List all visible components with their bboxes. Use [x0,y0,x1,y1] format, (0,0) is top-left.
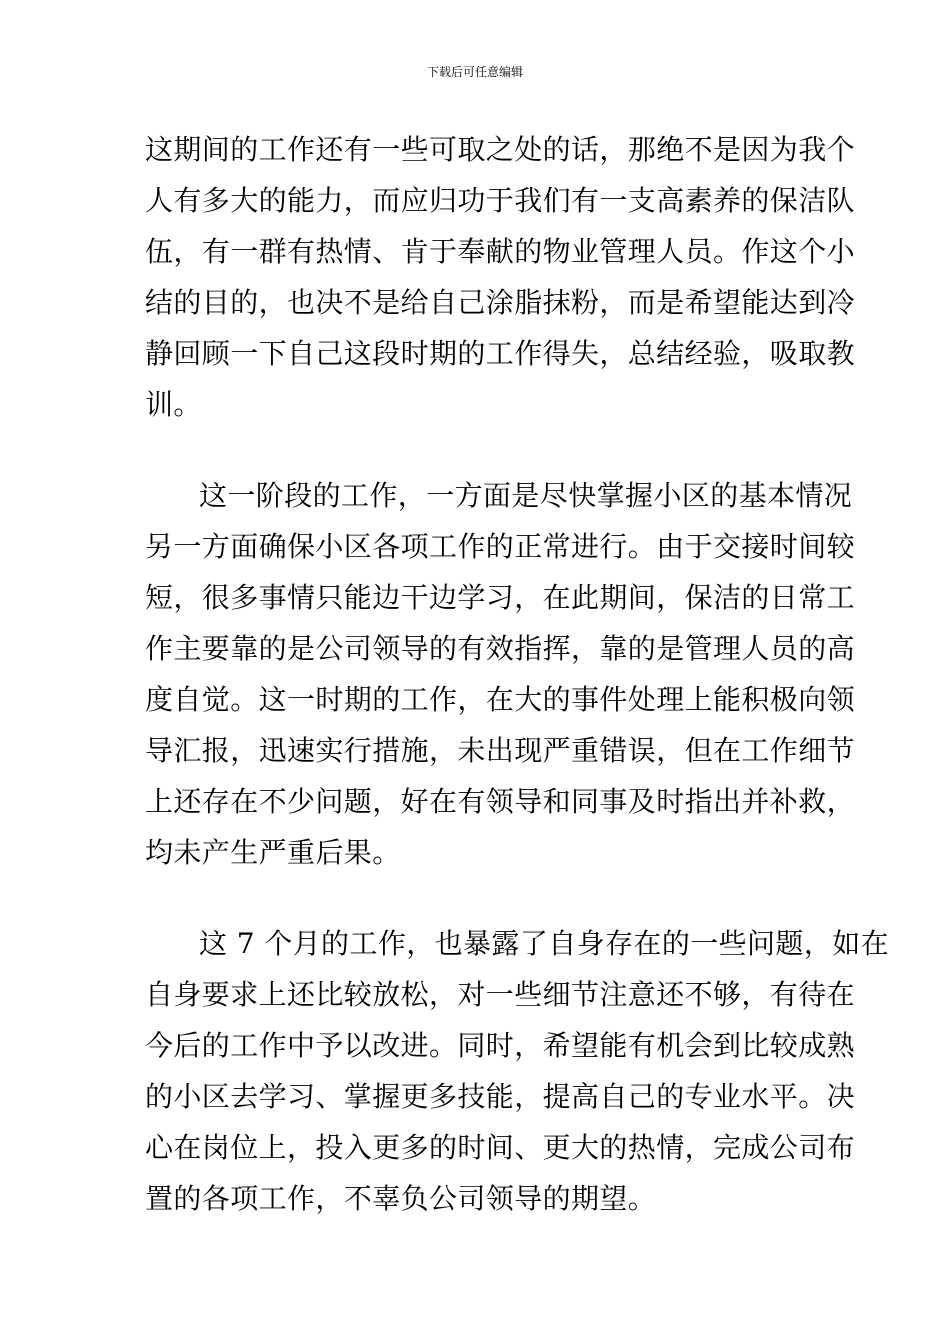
page-header: 下载后可任意编辑 [426,65,523,79]
text-line: 度自觉。这一时期的工作，在大的事件处理上能积极向领 [145,683,856,716]
text-line: 置的各项工作，不辜负公司领导的期望。 [145,1182,657,1215]
text-line: 训。 [145,388,202,421]
text-line: 自身要求上还比较放松，对一些细节注意还不够，有待在 [145,978,856,1011]
text-line: 结的目的，也决不是给自己涂脂抹粉，而是希望能达到冷 [145,286,856,319]
text-line: 短，很多事情只能边干边学习，在此期间，保洁的日常工 [145,581,856,614]
text-line: 的小区去学习、掌握更多技能，提高自己的专业水平。决 [145,1080,856,1113]
text-line: 心在岗位上，投入更多的时间、更大的热情，完成公司布 [145,1131,856,1164]
text-line: 这期间的工作还有一些可取之处的话，那绝不是因为我个 [145,133,856,166]
text-line: 人有多大的能力，而应归功于我们有一支高素养的保洁队 [145,184,856,217]
text-line: 伍，有一群有热情、肯于奉献的物业管理人员。作这个小 [145,235,856,268]
text-line: 导汇报，迅速实行措施，未出现严重错误，但在工作细节 [145,734,856,767]
text-line: 作主要靠的是公司领导的有效指挥，靠的是管理人员的高 [145,632,856,665]
text-line: 这一阶段的工作，一方面是尽快掌握小区的基本情况 [199,479,853,512]
text-line: 这 7 个月的工作，也暴露了自身存在的一些问题，如在 [199,927,890,960]
text-line: 另一方面确保小区各项工作的正常进行。由于交接时间较 [145,530,856,563]
text-line: 今后的工作中予以改进。同时，希望能有机会到比较成熟 [145,1029,856,1062]
text-line: 均未产生严重后果。 [145,836,401,869]
text-line: 上还存在不少问题，好在有领导和同事及时指出并补救， [145,785,856,818]
text-line: 静回顾一下自己这段时期的工作得失，总结经验，吸取教 [145,337,856,370]
